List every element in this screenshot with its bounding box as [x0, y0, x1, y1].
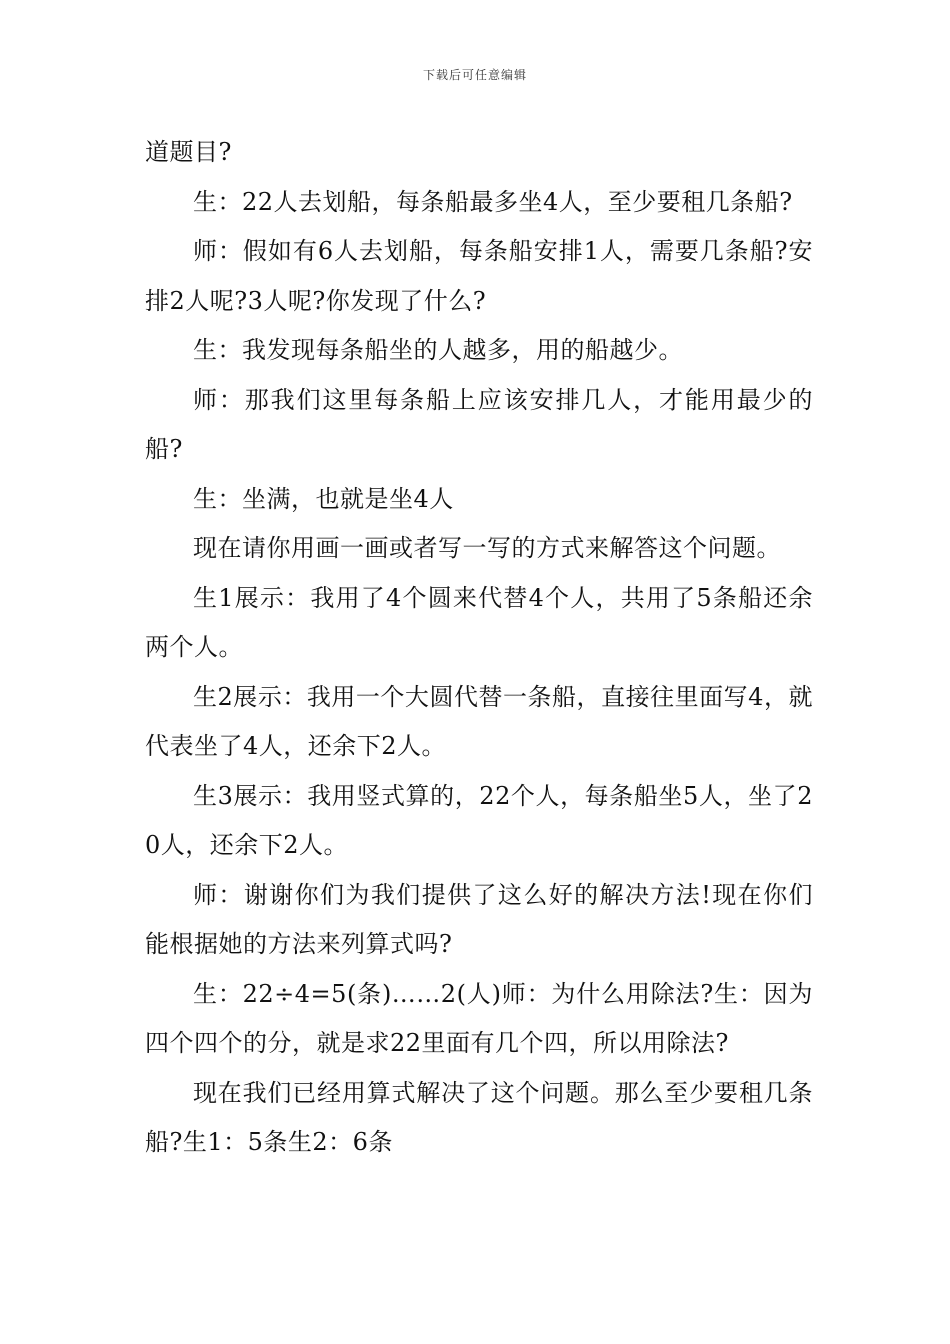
- paragraph-1: 道题目?: [145, 138, 232, 166]
- paragraph-6: 生：坐满，也就是坐4人: [193, 484, 454, 513]
- paragraph-5: 师：那我们这里每条船上应该安排几人，才能用最少的船?: [145, 385, 813, 463]
- paragraph-3: 师：假如有6人去划船，每条船安排1人，需要几条船?安排2人呢?3人呢?你发现了什么?: [145, 237, 813, 315]
- document-body: [145, 128, 813, 1168]
- paragraph-11: 师：谢谢你们为我们提供了这么好的解决方法!现在你们能根据她的方法来列算式吗?: [145, 880, 813, 958]
- paragraph-8: 生1展示：我用了4个圆来代替4个人，共用了5条船还余两个人。: [145, 583, 813, 661]
- paragraph-13: 现在我们已经用算式解决了这个问题。那么至少要租几条船?生1：5条生2：6条: [145, 1078, 813, 1156]
- page-header: 下载后可任意编辑: [422, 68, 527, 82]
- paragraph-4: 生：我发现每条船坐的人越多，用的船越少。: [193, 336, 683, 364]
- paragraph-2: 生：22人去划船，每条船最多坐4人，至少要租几条船?: [193, 187, 793, 216]
- paragraph-10: 生3展示：我用竖式算的，22个人，每条船坐5人，坐了20人，还余下2人。: [145, 781, 813, 859]
- paragraph-12: 生：22÷4=5(条)……2(人)师：为什么用除法?生：因为四个四个的分，就是求22里面有几个四，所以用除法?: [145, 979, 813, 1057]
- paragraph-9: 生2展示：我用一个大圆代替一条船，直接往里面写4，就代表坐了4人，还余下2人。: [145, 682, 813, 760]
- paragraph-7: 现在请你用画一画或者写一写的方式来解答这个问题。: [193, 534, 781, 562]
